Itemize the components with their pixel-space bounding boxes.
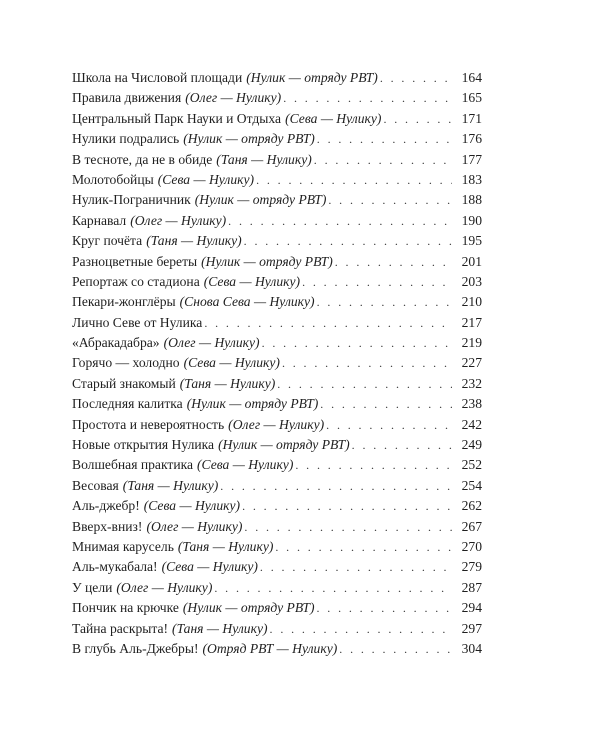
toc-entry-title: Новые открытия Нулика — [72, 437, 215, 453]
toc-entry-author-note: (Нулик — отряду РВТ) — [182, 600, 315, 616]
toc-entry-page-number: 262 — [461, 498, 482, 514]
toc-entry-author-note: (Таня — Нулику) — [122, 477, 219, 493]
toc-entry — [72, 394, 482, 414]
toc-entry-page-number: 294 — [461, 600, 482, 616]
toc-entry-leader-dots — [326, 415, 452, 435]
toc-entry — [72, 88, 482, 108]
toc-entry-author-note: (Нулик — отряду РВТ) — [186, 396, 319, 412]
toc-entry-leader-dots — [220, 476, 452, 496]
toc-entry-leader-dots — [204, 313, 452, 333]
toc-entry — [72, 272, 482, 292]
toc-entry-leader-dots — [270, 619, 452, 639]
toc-entry-title: Пекари-жонглёры — [72, 294, 176, 310]
toc-entry-title: Последняя калитка — [72, 396, 183, 412]
toc-entry-leader-dots — [317, 292, 452, 312]
toc-entry-title: Волшебная практика — [72, 457, 194, 473]
toc-entry-leader-dots — [262, 333, 452, 353]
toc-entry-page-number: 177 — [461, 151, 482, 167]
toc-entry-title: Круг почёта — [72, 233, 143, 249]
toc-entry-author-note: (Олег — Нулику) — [146, 518, 243, 534]
toc-entry — [72, 455, 482, 475]
toc-entry-author-note: (Олег — Нулику) — [130, 212, 227, 228]
toc-entry-leader-dots — [244, 231, 452, 251]
toc-entry-title: Карнавал — [72, 212, 127, 228]
toc-entry-page-number: 219 — [461, 335, 482, 351]
toc-entry-title: Аль-джебр! — [72, 498, 140, 514]
toc-entry-author-note: (Олег — Нулику) — [116, 579, 213, 595]
toc-entry — [72, 557, 482, 577]
toc-entry-author-note: (Нулик — отряду РВТ) — [218, 437, 350, 453]
toc-entry-title: Простота и невероятность — [72, 416, 225, 432]
toc-entry-author-note: (Отряд РВТ — Нулику) — [202, 640, 338, 656]
toc-entry-page-number: 176 — [461, 131, 482, 147]
toc-entry-leader-dots — [352, 435, 452, 455]
toc-entry-author-note: (Таня — Нулику) — [172, 620, 268, 636]
toc-entry-leader-dots — [383, 109, 452, 129]
toc-entry — [72, 292, 482, 312]
toc-entry-author-note: (Сева — Нулику) — [143, 498, 241, 514]
toc-entry-author-note: (Нулик — отряду РВТ) — [183, 131, 315, 147]
toc-entry — [72, 639, 482, 659]
toc-entry-title: Мнимая карусель — [72, 538, 174, 554]
toc-entry-author-note: (Сева — Нулику) — [285, 110, 382, 126]
toc-entry — [72, 619, 482, 639]
toc-entry — [72, 537, 482, 557]
toc-entry-author-note: (Сева — Нулику) — [161, 559, 258, 575]
toc-entry-page-number: 287 — [461, 579, 482, 595]
toc-entry — [72, 517, 482, 537]
toc-entry-page-number: 190 — [461, 212, 482, 228]
toc-entry — [72, 252, 482, 272]
toc-entry-title: Старый знакомый — [72, 375, 176, 391]
toc-entry-page-number: 164 — [461, 70, 482, 85]
toc-entry-author-note: (Таня — Нулику) — [146, 233, 242, 249]
toc-entry-title: Горячо — холодно — [72, 355, 180, 371]
toc-entry-page-number: 217 — [461, 314, 482, 330]
toc-entry-leader-dots — [277, 374, 452, 394]
toc-entry — [72, 68, 482, 88]
toc-entry — [72, 150, 482, 170]
toc-entry-leader-dots — [380, 68, 452, 88]
toc-entry-title: В тесноте, да не в обиде — [72, 151, 213, 167]
toc-entry — [72, 129, 482, 149]
toc-entry — [72, 190, 482, 210]
toc-entry-page-number: 254 — [461, 477, 482, 493]
toc-entry-title: Нулики подрались — [72, 131, 180, 147]
toc-entry-leader-dots — [328, 190, 452, 210]
toc-entry — [72, 415, 482, 435]
toc-entry-title: Нулик-Пограничник — [72, 192, 191, 208]
toc-entry-title: Правила движения — [72, 90, 182, 106]
toc-entry-title: В глубь Аль-Джебры! — [72, 640, 199, 656]
toc-entry-author-note: (Таня — Нулику) — [179, 375, 276, 391]
toc-entry-leader-dots — [282, 353, 452, 373]
toc-entry — [72, 435, 482, 455]
toc-entry-page-number: 279 — [461, 559, 482, 575]
toc-entry-page-number: 242 — [461, 416, 482, 432]
toc-entry-author-note: (Нулик — отряду РВТ) — [246, 70, 378, 85]
toc-entry-title: Молотобойцы — [72, 171, 154, 187]
toc-entry-leader-dots — [275, 537, 452, 557]
toc-entry-leader-dots — [295, 455, 452, 475]
toc-entry-author-note: (Нулик — отряду РВТ) — [194, 192, 327, 208]
toc-entry-title: Аль-мукабала! — [72, 559, 158, 575]
toc-entry — [72, 374, 482, 394]
toc-entry-leader-dots — [228, 211, 452, 231]
toc-entry — [72, 353, 482, 373]
toc-entry-author-note: (Сева — Нулику) — [197, 457, 294, 473]
toc-entry-page-number: 227 — [461, 355, 482, 371]
toc-entry-title: Вверх-вниз! — [72, 518, 143, 534]
toc-entry-leader-dots — [335, 252, 452, 272]
toc-entry-title: Центральный Парк Науки и Отдыха — [72, 110, 282, 126]
toc-entry-author-note: (Таня — Нулику) — [216, 151, 312, 167]
toc-entry-page-number: 195 — [461, 233, 482, 249]
toc-entry-author-note: (Олег — Нулику) — [185, 90, 282, 106]
toc-entry-leader-dots — [314, 150, 452, 170]
toc-entry — [72, 170, 482, 190]
table-of-contents — [72, 68, 482, 659]
toc-entry — [72, 231, 482, 251]
toc-entry-author-note: (Сева — Нулику) — [183, 355, 280, 371]
toc-entry-author-note: (Таня — Нулику) — [177, 538, 274, 554]
toc-entry — [72, 333, 482, 353]
toc-entry-author-note: (Олег — Нулику) — [228, 416, 325, 432]
toc-entry-leader-dots — [214, 578, 452, 598]
toc-entry-title: Весовая — [72, 477, 119, 493]
toc-entry-author-note: (Сева — Нулику) — [203, 273, 301, 289]
toc-entry-page-number: 203 — [461, 273, 482, 289]
toc-entry — [72, 476, 482, 496]
toc-entry-title: Школа на Числовой площади — [72, 70, 243, 85]
toc-entry-leader-dots — [283, 88, 452, 108]
toc-entry-leader-dots — [260, 557, 452, 577]
toc-entry-title: Тайна раскрыта! — [72, 620, 169, 636]
toc-entry — [72, 211, 482, 231]
toc-entry-page-number: 238 — [461, 396, 482, 412]
toc-entry-page-number: 183 — [461, 171, 482, 187]
toc-entry-author-note: (Сева — Нулику) — [157, 171, 255, 187]
toc-entry-page-number: 188 — [461, 192, 482, 208]
toc-entry-page-number: 171 — [461, 110, 482, 126]
toc-entry-leader-dots — [316, 598, 452, 618]
toc-entry-title: У цели — [72, 579, 113, 595]
toc-entry — [72, 578, 482, 598]
toc-entry-page-number: 165 — [461, 90, 482, 106]
toc-entry-leader-dots — [320, 394, 452, 414]
toc-entry-author-note: (Снова Сева — Нулику) — [179, 294, 315, 310]
toc-entry-page-number: 210 — [461, 294, 482, 310]
toc-entry-leader-dots — [317, 129, 452, 149]
toc-entry-title: «Абракадабра» — [72, 335, 160, 351]
toc-entry-page-number: 267 — [461, 518, 482, 534]
toc-entry-leader-dots — [339, 639, 452, 659]
toc-entry-author-note: (Олег — Нулику) — [163, 335, 260, 351]
toc-entry-leader-dots — [244, 517, 452, 537]
toc-entry-leader-dots — [302, 272, 452, 292]
toc-entry-title: Пончик на крючке — [72, 600, 179, 616]
toc-entry — [72, 598, 482, 618]
toc-entry-leader-dots — [256, 170, 452, 190]
toc-entry-page-number: 232 — [461, 375, 482, 391]
toc-entry-author-note: (Нулик — отряду РВТ) — [201, 253, 333, 269]
toc-entry — [72, 496, 482, 516]
toc-entry-page-number: 304 — [461, 640, 482, 656]
toc-entry-leader-dots — [242, 496, 452, 516]
toc-entry-page-number: 297 — [461, 620, 482, 636]
toc-entry — [72, 313, 482, 333]
toc-entry-page-number: 270 — [461, 538, 482, 554]
toc-entry-title: Лично Севе от Нулика — [72, 314, 203, 330]
toc-entry-page-number: 249 — [461, 437, 482, 453]
toc-entry-page-number: 252 — [461, 457, 482, 473]
toc-entry-title: Репортаж со стадиона — [72, 273, 200, 289]
toc-entry-title: Разноцветные береты — [72, 253, 198, 269]
toc-entry-page-number: 201 — [461, 253, 482, 269]
toc-entry — [72, 109, 482, 129]
